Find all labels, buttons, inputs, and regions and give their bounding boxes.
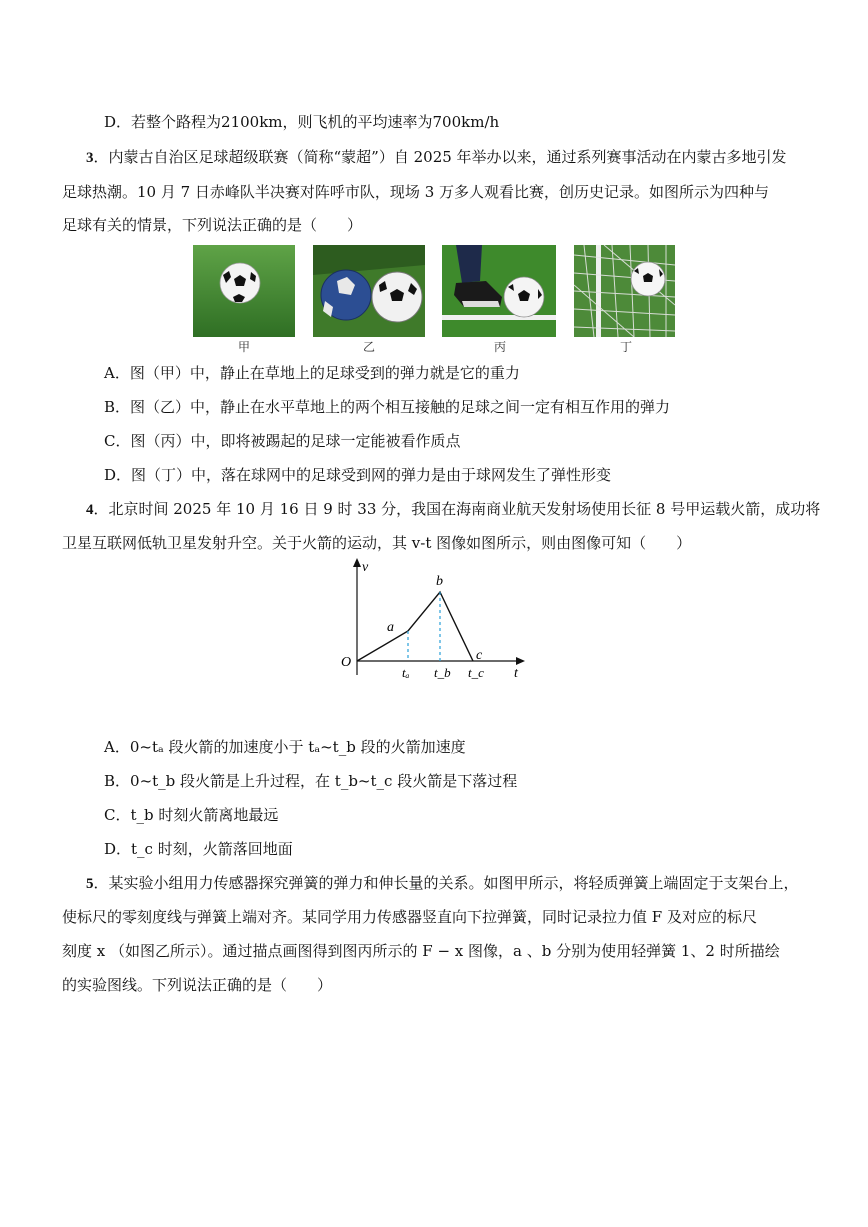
q5-stem-line4: 的实验图线。下列说法正确的是（ ） <box>62 976 333 994</box>
v-axis-arrow <box>353 558 361 567</box>
q4-stem-line1 <box>86 498 820 521</box>
q4-stem-line2: 卫星互联网低轨卫星发射升空。关于火箭的运动，其 v-t 图像如图所示，则由图像可知（ ） <box>62 534 692 552</box>
t-axis-arrow <box>516 657 525 665</box>
q3-stem-line3: 足球有关的情景，下列说法正确的是（ ） <box>62 216 363 234</box>
photo-ding <box>574 245 675 337</box>
photo-bing <box>442 245 556 337</box>
q4-option-b: B．0~t_b 段火箭是上升过程，在 t_b~t_c 段火箭是下落过程 <box>104 772 518 790</box>
label-v: v <box>362 560 369 575</box>
q3-number: 3 <box>86 150 94 166</box>
q3-stem-line2: 足球热潮。10 月 7 日赤峰队半决赛对阵呼市队，现场 3 万多人观看比赛，创历史记录。如图所示为四种与 <box>62 183 770 201</box>
q3-option-a: A．图（甲）中，静止在草地上的足球受到的弹力就是它的重力 <box>104 364 520 382</box>
q4-text-line1: ．北京时间 2025 年 10 月 16 日 9 时 33 分，我国在海南商业航天发射场使用长征 8 号甲运载火箭，成功将 <box>93 500 821 518</box>
caption-ding: 丁 <box>620 340 633 354</box>
label-tc: t_c <box>468 665 484 680</box>
q4-option-c: C．t_b 时刻火箭离地最远 <box>104 806 279 824</box>
vt-curve <box>357 592 473 661</box>
q4-option-a: A．0~tₐ 段火箭的加速度小于 tₐ~t_b 段的火箭加速度 <box>104 738 466 756</box>
caption-jia: 甲 <box>238 340 251 354</box>
q3-option-b: B．图（乙）中，静止在水平草地上的两个相互接触的足球之间一定有相互作用的弹力 <box>104 398 671 416</box>
q5-stem-line3: 刻度 x （如图乙所示）。通过描点画图得到图丙所示的 F − x 图像，a 、b 分别为使用轻弹簧 1、2 时所描绘 <box>62 942 780 960</box>
q3-text-line1: ．内蒙古自治区足球超级联赛（简称“蒙超”）自 2025 年举办以来，通过系列赛事活动在内蒙古多地引发 <box>93 148 787 166</box>
label-a: a <box>387 620 394 635</box>
label-ta: tₐ <box>402 665 410 680</box>
q5-number: 5 <box>86 876 94 892</box>
q3-option-d: D．图（丁）中，落在球网中的足球受到网的弹力是由于球网发生了弹性形变 <box>104 466 612 484</box>
label-b: b <box>436 574 443 589</box>
photo-jia <box>193 245 295 337</box>
caption-bing: 丙 <box>494 340 507 354</box>
label-t: t <box>514 666 518 681</box>
label-o: O <box>341 655 352 670</box>
q3-stem-line1 <box>86 146 787 169</box>
label-c: c <box>476 648 483 663</box>
q4-option-d: D．t_c 时刻，火箭落回地面 <box>104 840 293 858</box>
q2-option-d: D．若整个路程为2100km，则飞机的平均速率为700km/h <box>104 113 500 131</box>
q4-number: 4 <box>86 502 94 518</box>
label-tb: t_b <box>434 665 451 680</box>
q3-option-c: C．图（丙）中，即将被踢起的足球一定能被看作质点 <box>104 432 461 450</box>
q5-text-line1: ．某实验小组用力传感器探究弹簧的弹力和伸长量的关系。如图甲所示，将轻质弹簧上端固定于支架台上， <box>93 874 799 892</box>
q5-stem-line1 <box>86 872 799 895</box>
vt-graph <box>330 555 530 685</box>
photo-yi <box>313 245 425 337</box>
q5-stem-line2: 使标尺的零刻度线与弹簧上端对齐。某同学用力传感器竖直向下拉弹簧，同时记录拉力值 F 及对应的标尺 <box>62 908 757 926</box>
caption-yi: 乙 <box>363 340 376 354</box>
